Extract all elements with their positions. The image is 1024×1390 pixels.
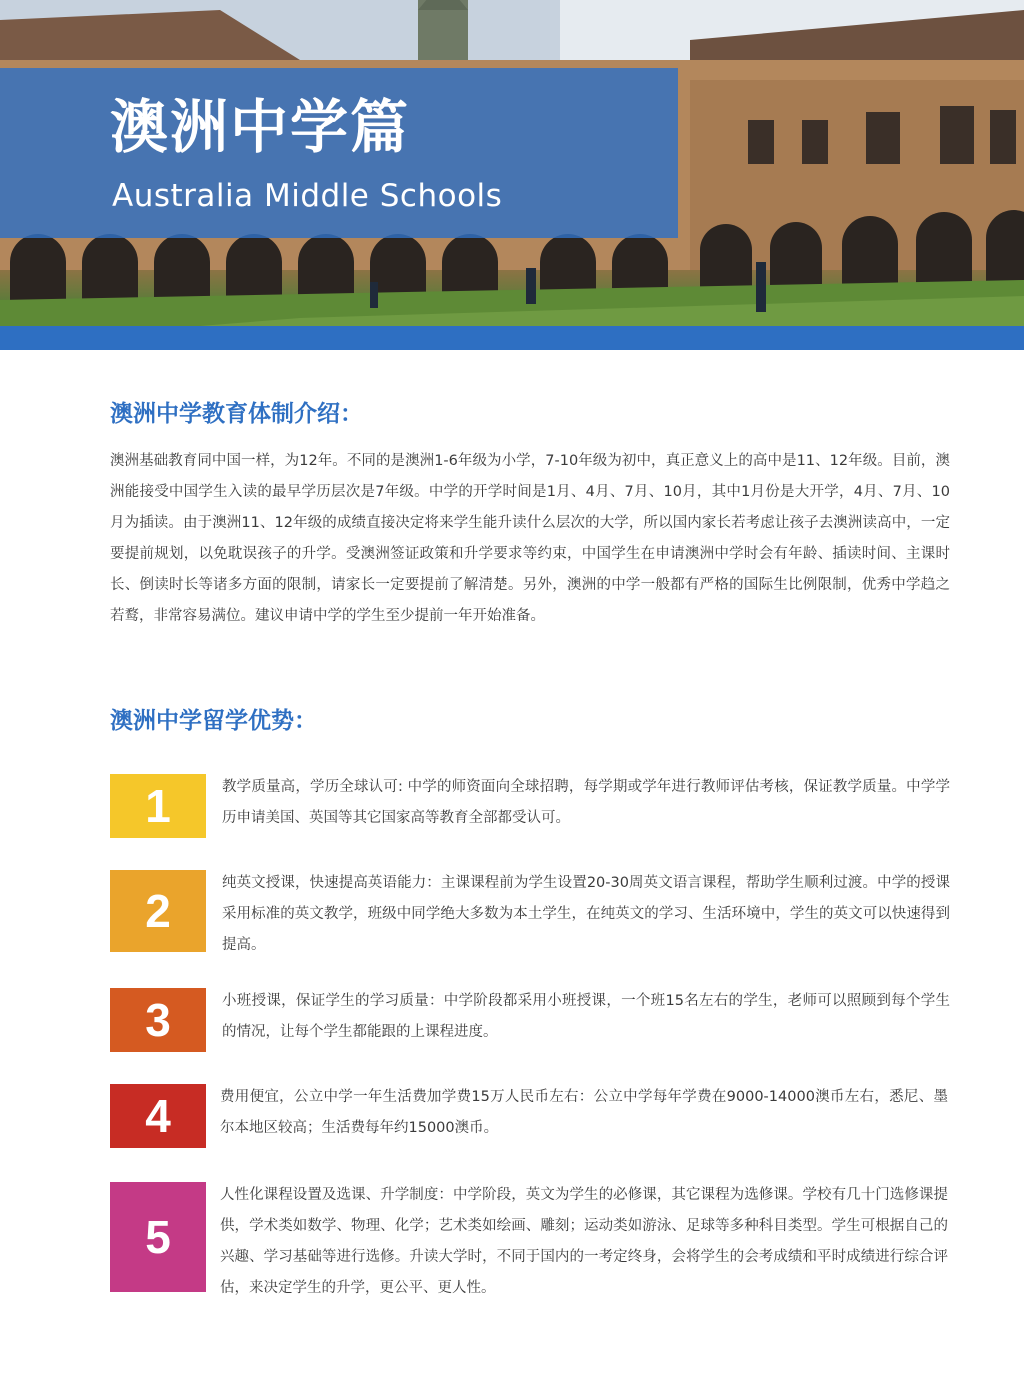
page-title: 澳洲中学篇: [110, 93, 411, 161]
page-subtitle: Australia Middle Schools: [112, 178, 503, 214]
intro-heading: 澳洲中学教育体制介绍：: [110, 401, 363, 427]
advantage-text: 教学质量高，学历全球认可: 中学的师资面向全球招聘，每学期或学年进行教师评估考核，保证教学质量。中学学历申请美国、英国等其它国家高等教育全部都受认可。: [222, 779, 950, 826]
number-badge: 2: [110, 870, 206, 952]
advantage-text: 费用便宜，公立中学一年生活费加学费15万人民币左右：公立中学每年学费在9000-14000澳币左右，悉尼、墨尔本地区较高；生活费每年约15000澳币。: [220, 1089, 948, 1136]
hero-banner: [0, 0, 1024, 326]
advantage-text: 纯英文授课，快速提高英语能力：主课课程前为学生设置20-30周英文语言课程，帮助学生顺利过渡。中学的授课采用标准的英文教学，班级中同学绝大多数为本土学生，在纯英文的学习、生活环境中，学生的英文可以快速得到提高。: [222, 875, 950, 953]
hero-band: [0, 326, 1024, 350]
advantages-heading: 澳洲中学留学优势：: [110, 708, 317, 734]
number-badge: 4: [110, 1084, 206, 1148]
number-badge: 5: [110, 1182, 206, 1292]
advantage-text: 小班授课，保证学生的学习质量：中学阶段都采用小班授课，一个班15名左右的学生，老师可以照顾到每个学生的情况，让每个学生都能跟的上课程进度。: [222, 993, 950, 1040]
intro-paragraph: 澳洲基础教育同中国一样，为12年。不同的是澳洲1-6年级为小学，7-10年级为初中，真正意义上的高中是11、12年级。目前，澳洲能接受中国学生入读的最早学历层次是7年级。中学的开学时间是1月、4月、7月、10月，其中1月份是大开学，4月、7月、10月为插读。由于澳洲11、12年级的成绩直接决定将来学生能升读什么层次的大学，所以国内家长若考虑让孩子去澳洲读高中，一定要提前规划，以免耽误孩子的升学。受澳洲签证政策和升学要求等约束，中国学生在申请澳洲中学时会有年龄、插读时间、主课时长、倒读时长等诸多方面的限制，请家长一定要提前了解清楚。另外，澳洲的中学一般都有严格的国际生比例限制，优秀中学趋之若鹜，非常容易满位。建议申请中学的学生至少提前一年开始准备。: [110, 453, 950, 624]
number-badge: 1: [110, 774, 206, 838]
number-badge: 3: [110, 988, 206, 1052]
advantage-text: 人性化课程设置及选课、升学制度：中学阶段，英文为学生的必修课，其它课程为选修课。学校有几十门选修课提供，学术类如数学、物理、化学；艺术类如绘画、雕刻；运动类如游泳、足球等多种科目类型。学生可根据自己的兴趣、学习基础等进行选修。升读大学时，不同于国内的一考定终身，会将学生的会考成绩和平时成绩进行综合评估，来决定学生的升学，更公平、更人性。: [220, 1187, 948, 1296]
